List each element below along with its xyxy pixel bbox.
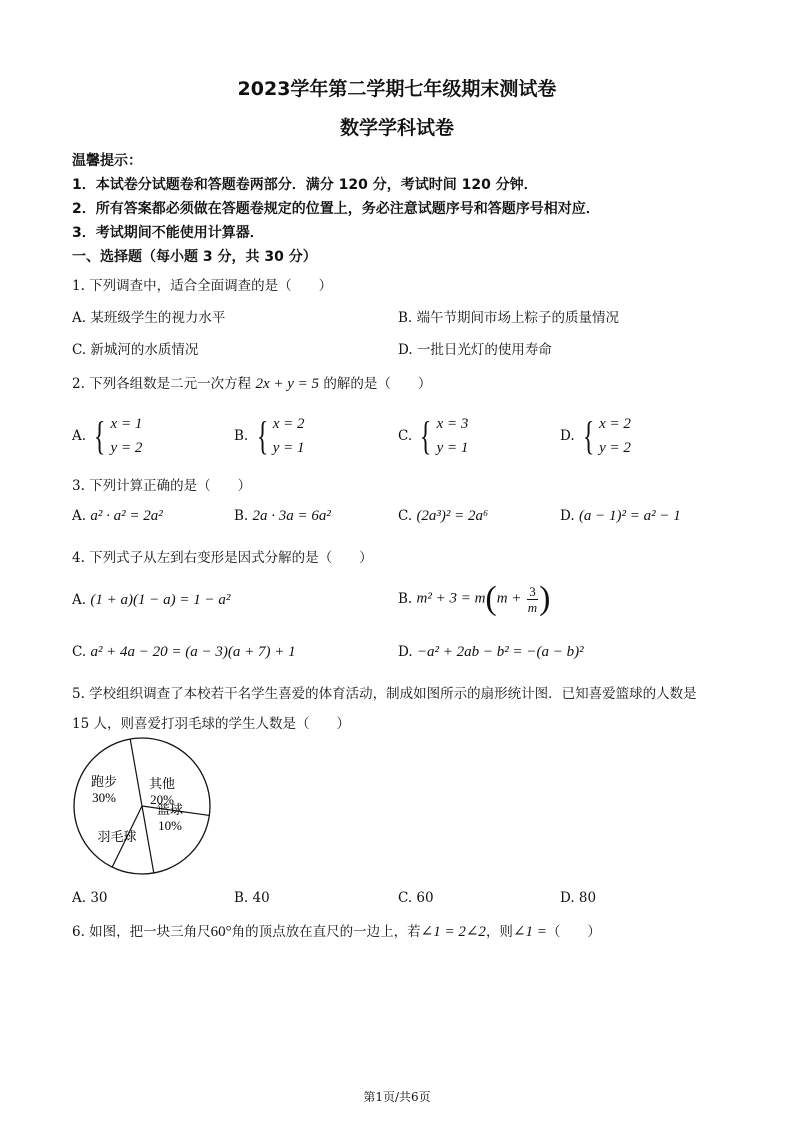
option-label: D.: [560, 428, 575, 444]
question-3-option-b: [234, 508, 331, 525]
option-expression: m² + 3 = m: [416, 590, 486, 607]
question-6-stem: [72, 920, 601, 941]
pie-slice-value: 20%: [150, 792, 174, 807]
pie-slice-label: 篮球: [156, 803, 184, 818]
option-expression: a² + 4a − 20 = (a − 3)(a + 7) + 1: [90, 644, 296, 660]
section-heading: 一、选择题（每小题 3 分，共 30 分）: [72, 249, 317, 265]
question-2-option-a: [72, 412, 142, 460]
question-4-option-b: [398, 580, 550, 618]
page-number: 第1页/共6页: [363, 1090, 431, 1104]
pie-chart: [60, 736, 230, 876]
brace-symbol: {: [582, 413, 595, 458]
question-2-option-d: [560, 412, 631, 460]
question-1-option-b: B. 端午节期间市场上粽子的质量情况: [398, 310, 620, 326]
question-6-ask: ∠1 =: [512, 924, 547, 940]
equation-system: [416, 412, 468, 460]
tip-item: 2．所有答案都必须做在答题卷规定的位置上，务必注意试题序号和答题序号相对应．: [72, 201, 600, 217]
question-6-text: ，则: [485, 924, 513, 940]
option-label: A.: [72, 508, 87, 524]
option-expression: (1 + a)(1 − a) = 1 − a²: [90, 592, 231, 608]
option-expression: 2a · 3a = 6a²: [252, 508, 331, 524]
fraction-denominator: m: [527, 599, 538, 615]
question-4-option-d: [398, 644, 584, 661]
option-expression: −a² + 2ab − b² = −(a − b)²: [416, 644, 584, 660]
tip-item: 3．考试期间不能使用计算器．: [72, 225, 264, 241]
pie-slice-label: 其他: [148, 777, 176, 792]
option-label: B.: [398, 591, 413, 607]
question-1-option-d: D. 一批日光灯的使用寿命: [398, 342, 552, 358]
pie-slice-label: 羽毛球: [97, 830, 137, 845]
paren-open: (: [485, 580, 497, 617]
fraction: [526, 584, 539, 615]
question-5-option-d: D. 80: [560, 890, 597, 906]
option-expression: m +: [496, 590, 522, 607]
equation-system: [253, 412, 305, 460]
question-6-text: 6. 如图，把一块三角尺: [72, 924, 211, 940]
exam-title: 2023学年第二学期七年级期末测试卷: [237, 78, 557, 100]
pie-slice-label: 跑步: [90, 775, 118, 790]
tip-item: 1．本试卷分试题卷和答题卷两部分．满分 120 分，考试时间 120 分钟．: [72, 177, 538, 193]
question-1-option-c: C. 新城河的水质情况: [72, 342, 199, 358]
brace-symbol: {: [94, 413, 106, 458]
option-expression: (a − 1)² = a² − 1: [578, 508, 681, 524]
option-label: D.: [398, 644, 413, 660]
question-5-stem-line2: 15 人，则喜爱打羽毛球的学生人数是（ ）: [72, 716, 350, 732]
question-1-stem: 1. 下列调查中，适合全面调查的是（ ）: [72, 278, 333, 294]
option-label: A.: [72, 428, 87, 444]
pie-slice-value: 30%: [92, 790, 116, 805]
question-6-text: （ ）: [546, 924, 601, 940]
option-label: C.: [398, 428, 413, 444]
system-line: x = 2: [599, 416, 631, 432]
question-2-stem: [72, 372, 431, 393]
brace-symbol: {: [420, 413, 432, 458]
exam-subtitle: 数学学科试卷: [339, 117, 454, 139]
system-line: x = 2: [272, 416, 305, 432]
question-4-stem: 4. 下列式子从左到右变形是因式分解的是（ ）: [72, 550, 373, 566]
question-1-option-a: A. 某班级学生的视力水平: [72, 310, 226, 326]
option-expression: (2a³)² = 2a⁶: [416, 508, 489, 524]
option-label: B.: [234, 508, 249, 524]
question-5-option-c: C. 60: [398, 890, 434, 906]
option-label: D.: [560, 508, 575, 524]
question-2-option-c: [398, 412, 468, 460]
question-6-condition: ∠1 = 2∠2: [420, 924, 486, 940]
question-3-option-d: [560, 508, 681, 525]
system-line: y = 2: [599, 440, 631, 456]
question-2-equation: 2x + y = 5: [255, 376, 320, 392]
system-line: y = 2: [110, 440, 143, 456]
question-6-text: 角的顶点放在直尺的一边上，若: [231, 924, 421, 940]
option-label: C.: [398, 508, 413, 524]
pie-slice-value: 10%: [158, 818, 182, 833]
question-5-option-a: A. 30: [72, 890, 108, 906]
option-label: A.: [72, 592, 87, 608]
question-4-option-c: [72, 644, 296, 661]
fraction-numerator: 3: [529, 583, 536, 599]
option-label: B.: [234, 428, 249, 444]
system-line: x = 3: [436, 416, 469, 432]
question-2-stem-pre: 2. 下列各组数是二元一次方程: [72, 376, 252, 392]
brace-symbol: {: [256, 413, 268, 458]
question-3-option-a: [72, 508, 163, 525]
question-2-stem-post: 的解的是（ ）: [323, 376, 432, 392]
option-expression: a² · a² = 2a²: [90, 508, 163, 524]
system-line: x = 1: [110, 416, 143, 432]
question-3-option-c: [398, 508, 488, 525]
system-line: y = 1: [272, 440, 305, 456]
paren-close: ): [539, 580, 551, 617]
question-2-option-b: [234, 412, 305, 460]
question-5-stem-line1: 5. 学校组织调查了本校若干名学生喜爱的体育活动，制成如图所示的扇形统计图．已知喜爱篮球的人数是: [72, 686, 697, 702]
tips-heading: 温馨提示：: [72, 153, 142, 169]
question-6-angle: 60°: [210, 924, 232, 940]
system-line: y = 1: [436, 440, 469, 456]
question-3-stem: 3. 下列计算正确的是（ ）: [72, 478, 252, 494]
option-label: C.: [72, 644, 87, 660]
equation-system: [579, 412, 631, 460]
equation-system: [90, 412, 142, 460]
question-4-option-a: [72, 592, 230, 609]
question-5-option-b: B. 40: [234, 890, 270, 906]
